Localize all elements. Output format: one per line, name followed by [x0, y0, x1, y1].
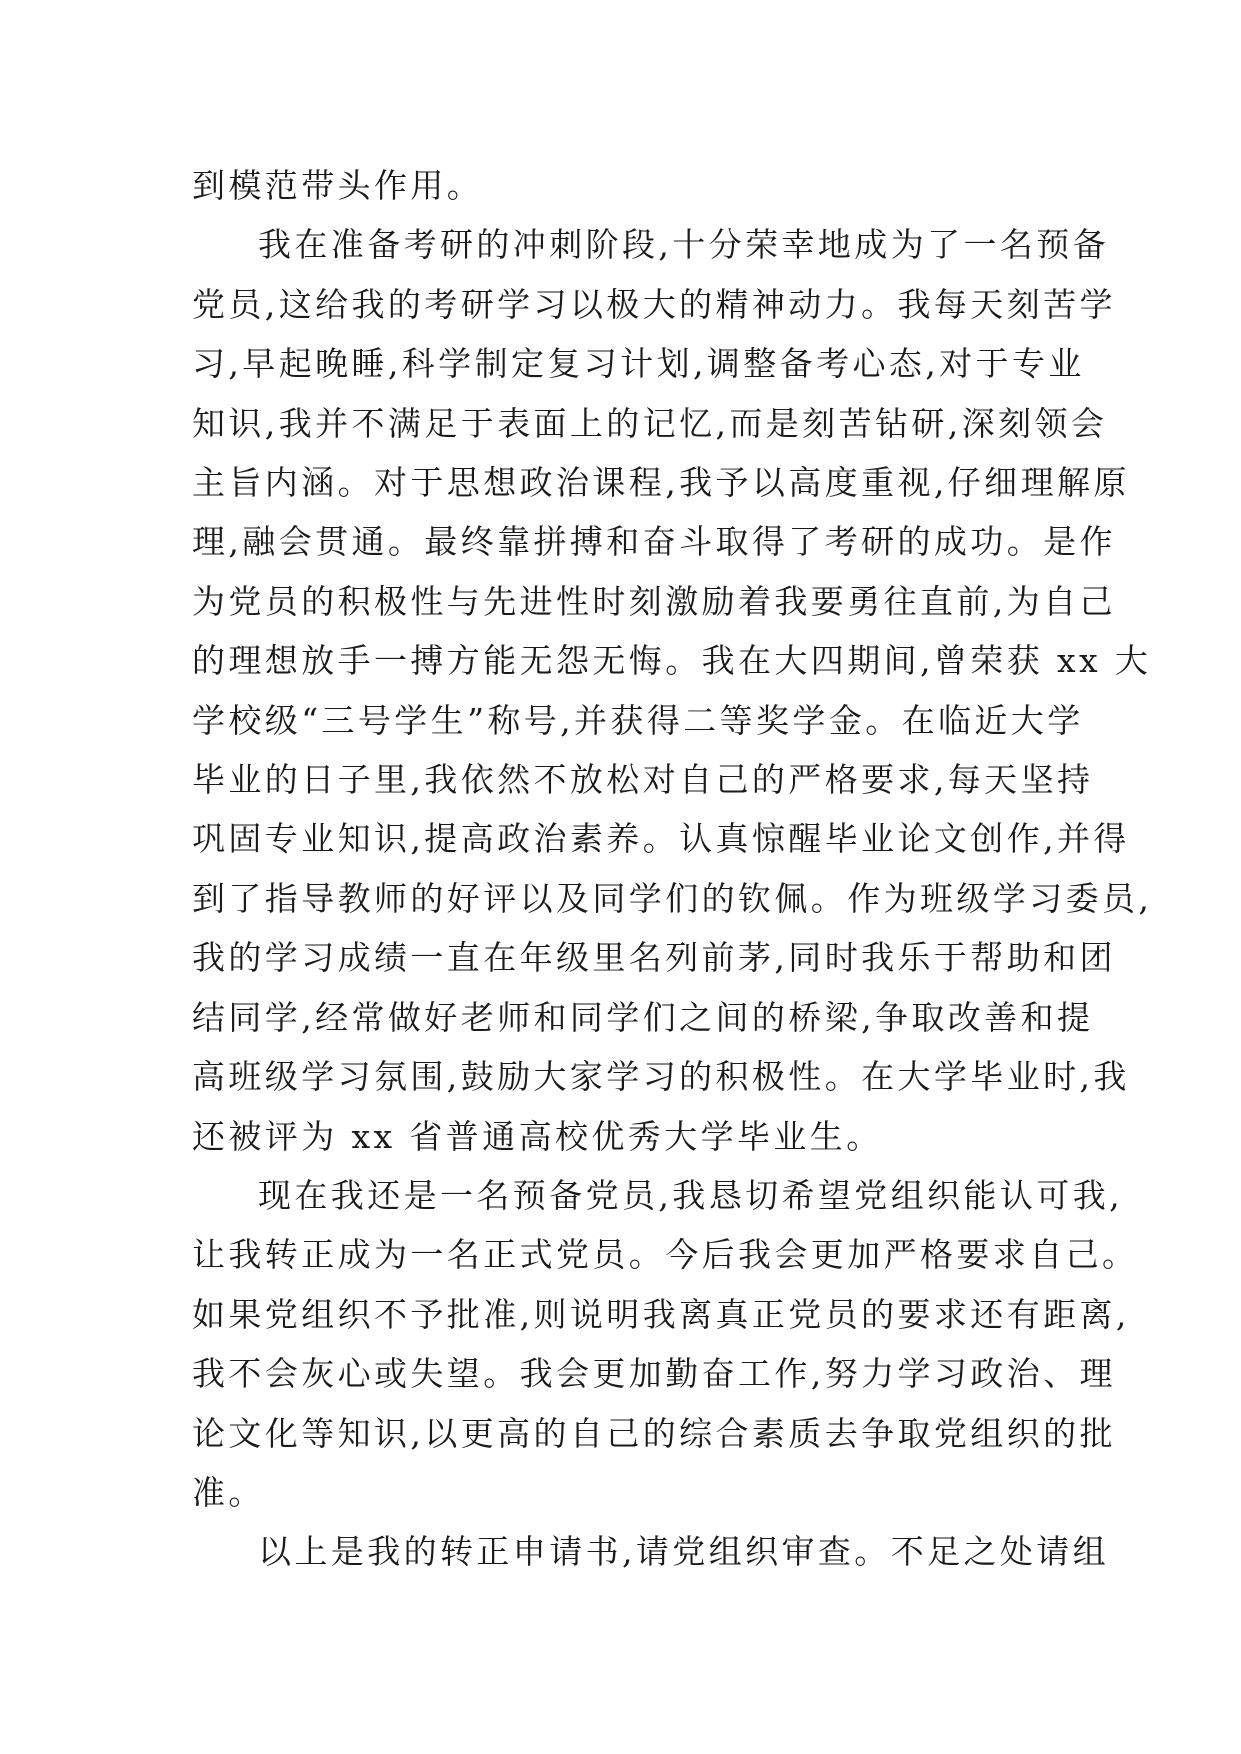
document-body	[192, 156, 1153, 1582]
text-line: 学校级“三号学生”称号,并获得二等奖学金。在临近大学	[192, 700, 1084, 740]
text-line: 党员,这给我的考研学习以极大的精神动力。我每天刻苦学	[192, 284, 1116, 324]
text-line: 准。	[192, 1472, 265, 1512]
text-line: 让我转正成为一名正式党员。今后我会更加严格要求自己。	[192, 1235, 1139, 1275]
text-line: 还被评为 xx 省普通高校优秀大学毕业生。	[192, 1116, 883, 1156]
text-line: 的理想放手一搏方能无怨无悔。我在大四期间,曾荣获 xx 大	[192, 641, 1152, 681]
text-line: 到模范带头作用。	[192, 166, 484, 205]
paragraph-postgraduate-exam	[192, 215, 1153, 1166]
text-line: 我的学习成绩一直在年级里名列前茅,同时我乐于帮助和团	[192, 938, 1116, 978]
text-line: 我在准备考研的冲刺阶段,十分荣幸地成为了一名预备	[258, 225, 1110, 265]
text-line: 我不会灰心或失望。我会更加勤奋工作,努力学习政治、理	[192, 1354, 1116, 1394]
text-line: 毕业的日子里,我依然不放松对自己的严格要求,每天坚持	[192, 760, 1094, 800]
text-line: 知识,我并不满足于表面上的记忆,而是刻苦钻研,深刻领会	[192, 403, 1108, 443]
text-line: 到了指导教师的好评以及同学们的钦佩。作为班级学习委员,	[192, 878, 1153, 918]
text-line: 巩固专业知识,提高政治素养。认真惊醒毕业论文创作,并得	[192, 819, 1130, 859]
text-line: 如果党组织不予批准,则说明我离真正党员的要求还有距离,	[192, 1294, 1130, 1334]
paragraph-request	[192, 1166, 1139, 1522]
text-line: 结同学,经常做好老师和同学们之间的桥梁,争取改善和提	[192, 997, 1094, 1037]
text-line: 主旨内涵。对于思想政治课程,我予以高度重视,仔细理解原	[192, 463, 1130, 503]
text-line: 理,融会贯通。最终靠拼搏和奋斗取得了考研的成功。是作	[192, 522, 1116, 562]
text-line: 高班级学习氛围,鼓励大家学习的积极性。在大学毕业时,我	[192, 1057, 1130, 1097]
text-line: 习,早起晚睡,科学制定复习计划,调整备考心态,对于专业	[192, 344, 1085, 384]
paragraph-continuation	[192, 156, 1062, 215]
text-line: 为党员的积极性与先进性时刻激励着我要勇往直前,为自己	[192, 581, 1116, 621]
paragraph-closing	[192, 1522, 1110, 1581]
text-line: 现在我还是一名预备党员,我恳切希望党组织能认可我,	[258, 1175, 1123, 1215]
text-line: 论文化等知识,以更高的自己的综合素质去争取党组织的批	[192, 1413, 1116, 1453]
text-line: 以上是我的转正申请书,请党组织审查。不足之处请组	[258, 1532, 1110, 1572]
